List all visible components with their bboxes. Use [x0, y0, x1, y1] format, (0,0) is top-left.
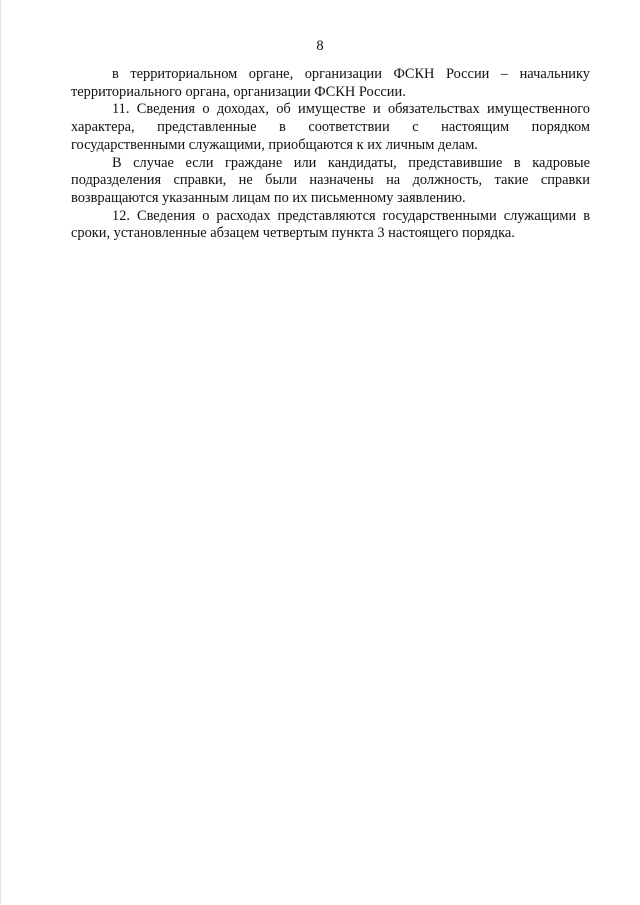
paragraph-item-11: 11. Сведения о доходах, об имуществе и обязательствах имущественного характера, представленные в соответствии с настоящим порядком государственными служащими, приобщаются к их личным делам.	[71, 101, 590, 153]
paragraph-return-of-certificates: В случае если граждане или кандидаты, представившие в кадровые подразделения справки, не были назначены на должность, такие справки возвращаются указанным лицам по их письменному заявлению.	[71, 154, 590, 206]
paragraph-item-12: 12. Сведения о расходах представляются государственными служащими в сроки, установленные абзацем четвертым пункта 3 настоящего порядка.	[71, 207, 590, 242]
page-edge	[0, 0, 1, 905]
page-number: 8	[316, 38, 324, 54]
paragraph-continuation: в территориальном органе, организации ФСКН России – начальнику территориального органа, организации ФСКН России.	[71, 66, 590, 100]
document-body	[71, 66, 590, 243]
